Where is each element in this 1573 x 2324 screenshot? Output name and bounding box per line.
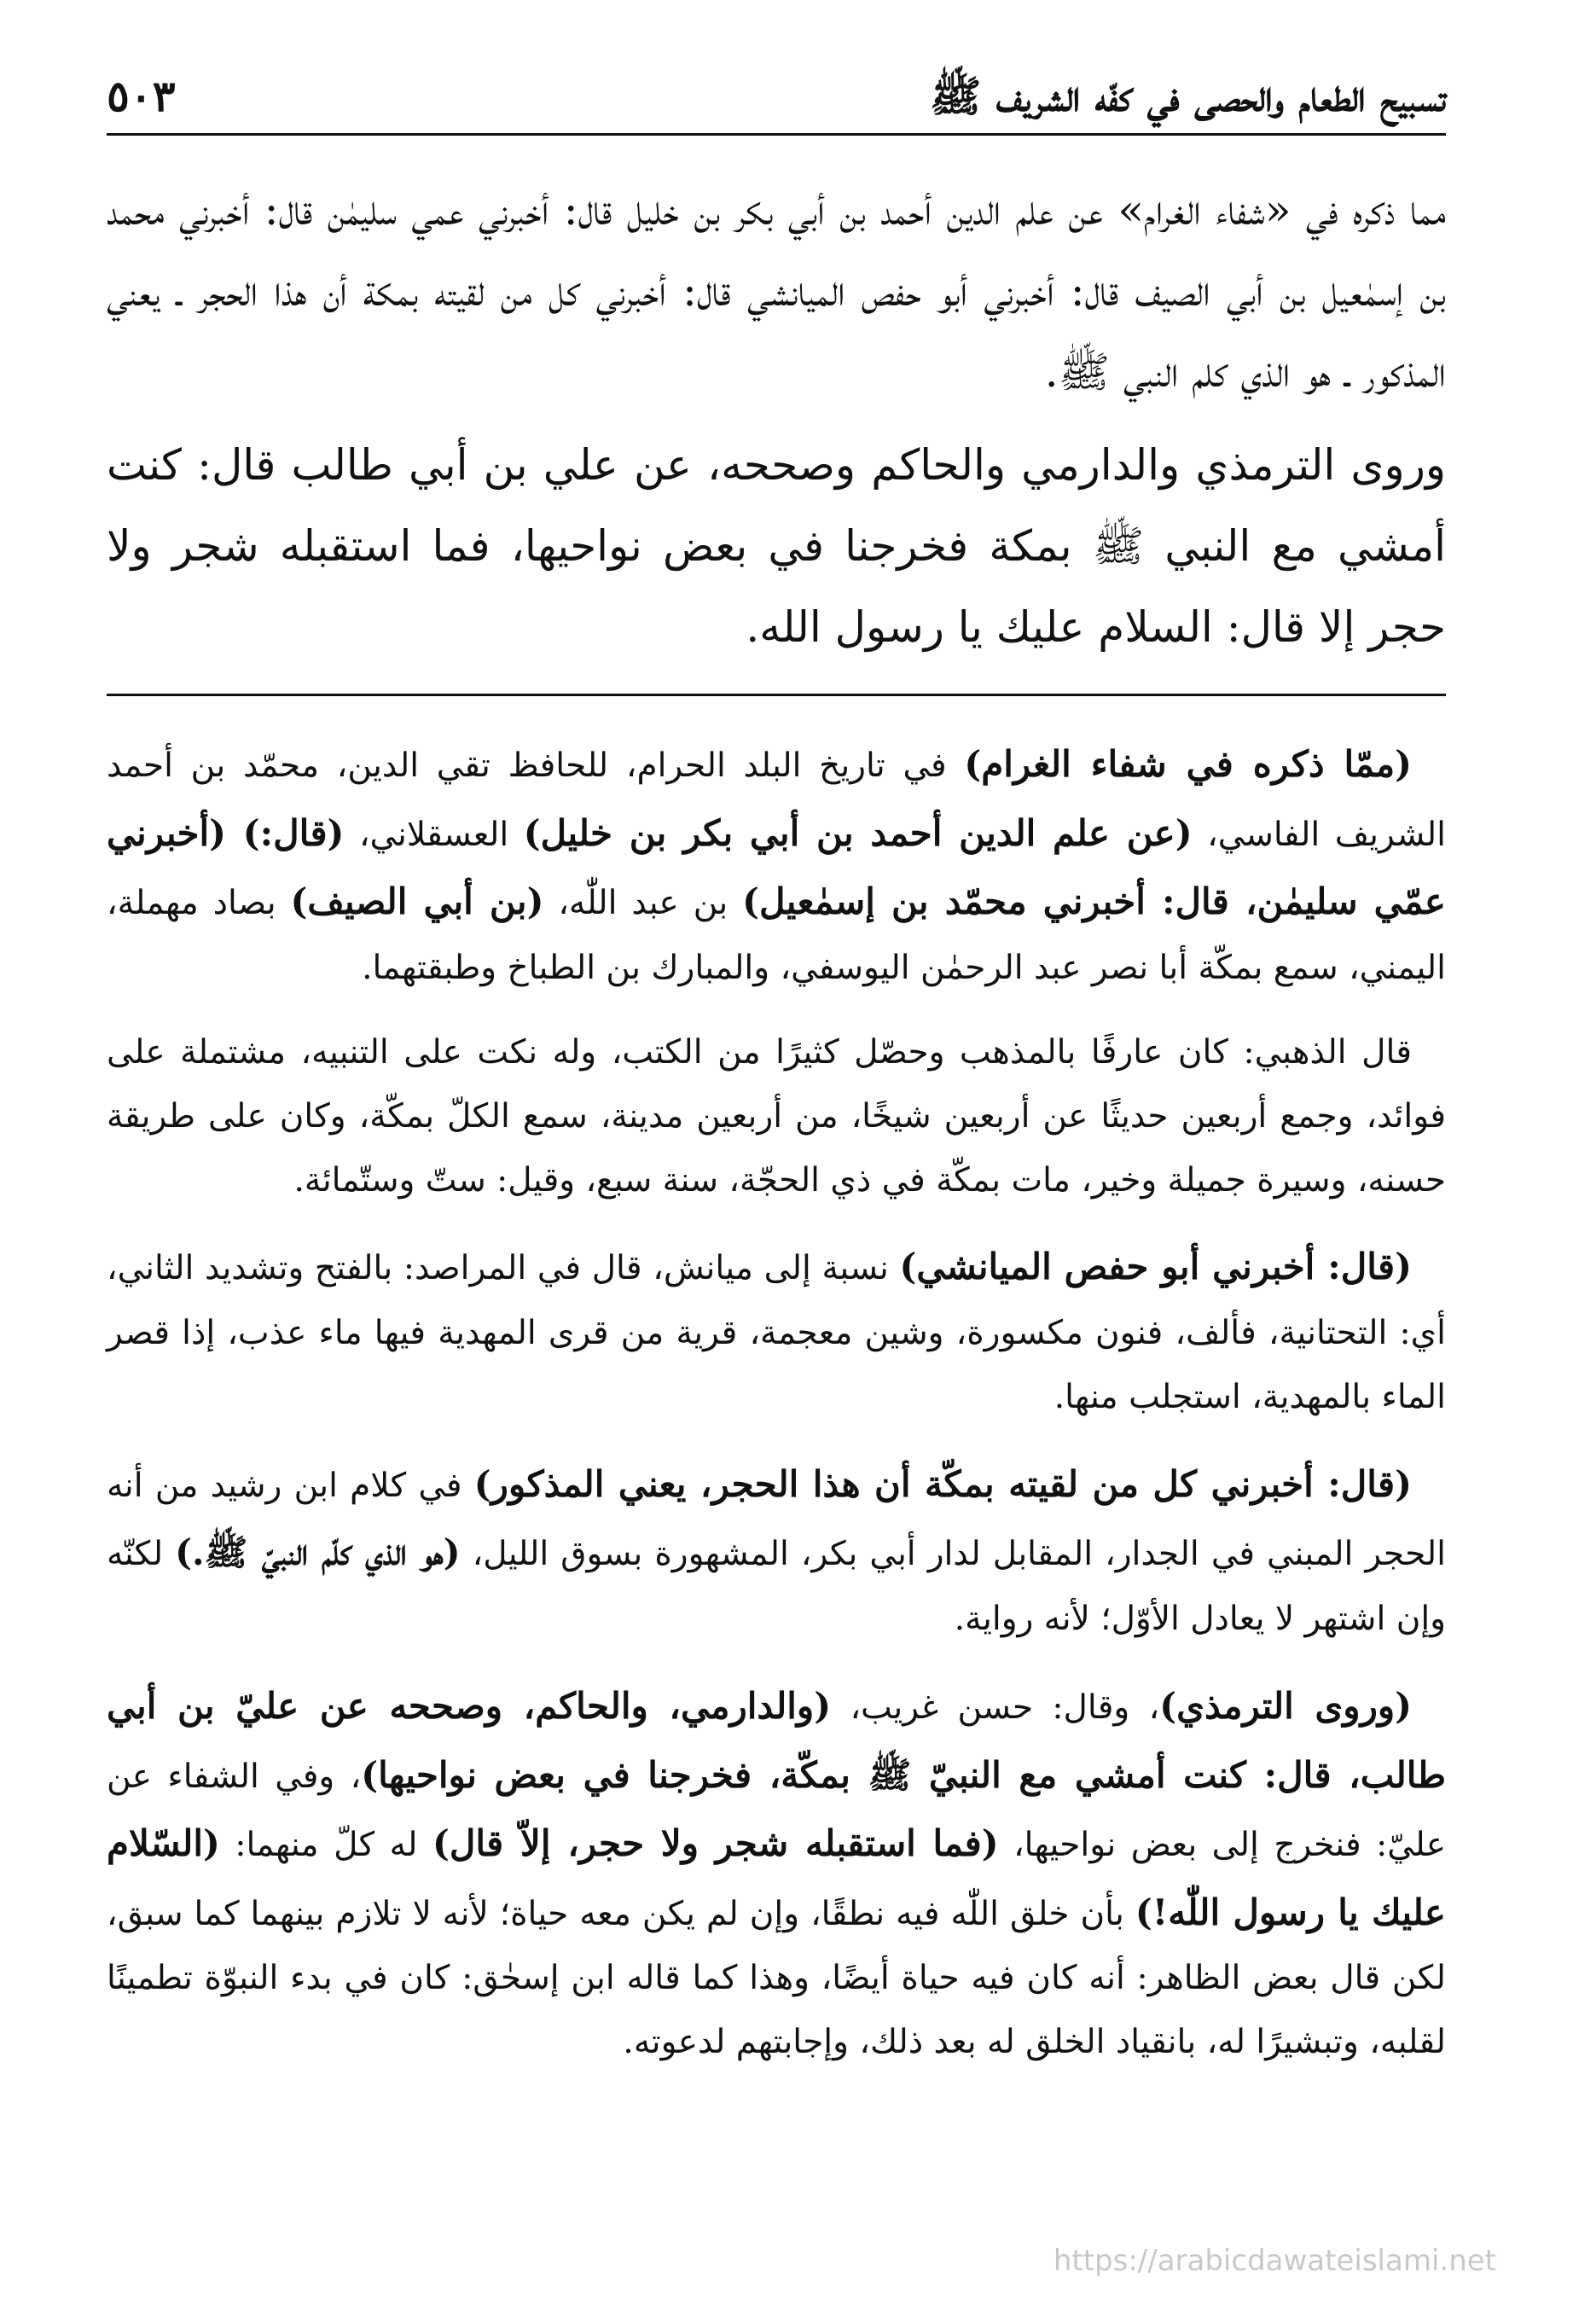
quoted-text: (ممّا ذكره في شفاء الغرام) <box>964 743 1412 785</box>
quoted-text: (قال: أخبرني كل من لقيته بمكّة أن هذا الحجر، يعني المذكور) <box>473 1462 1412 1505</box>
commentary-text: بن عبد اللّٰه، <box>543 884 743 923</box>
commentary-text: له كلّ منهما: <box>219 1826 432 1865</box>
commentary-paragraph-3 <box>107 1233 1446 1429</box>
quoted-text: (عن علم الدين أحمد بن أبي بكر بن خليل) <box>523 811 1193 854</box>
watermark-url: https://arabicdawateislami.net <box>1053 2244 1496 2278</box>
main-text <box>107 170 1446 668</box>
commentary-text: العسقلاني، <box>344 815 524 854</box>
commentary-paragraph-5 <box>107 1672 1446 2075</box>
footnote-divider <box>107 694 1446 696</box>
commentary-text: في تاريخ البلد الحرام، للحافظ تقي الدين، محمّد بن أحمد الشريف الفاسي، <box>107 747 1446 854</box>
main-paragraph-2: وروى الترمذي والدارمي والحاكم وصححه، عن علي بن أبي طالب قال: كنت أمشي مع النبي ﷺ بمكة فخرجنا في بعض نواحيها، فما استقبله شجر ولا حجر إلا قال: السلام عليك يا رسول الله. <box>107 440 1446 652</box>
quoted-text: (هو الذي كلّم النبيّ ﷺ.) <box>175 1531 461 1574</box>
commentary-paragraph-4 <box>107 1450 1446 1652</box>
quoted-text: (قال: أخبرني أبو حفص الميانشي) <box>899 1246 1412 1288</box>
commentary-paragraph-1 <box>107 730 1446 1001</box>
commentary-text: بأن خلق اللّٰه فيه نطقًا، وإن لم يكن معه حياة؛ لأنه لا تلازم بينهما كما سبق، لكن قال بعض الظاهر: أنه كان فيه حياة أيضًا، وهذا كما قاله ابن إسحٰق: كان في بدء النبوّة تطمينًا لقلبه، وتبشيرًا له، بانقياد الخلق له بعد ذلك، وإجابتهم لدعوته. <box>107 1894 1446 2062</box>
quoted-text: (قال:) (أخبرني عمّي سليمٰن، قال: أخبرني محمّد بن إسمٰعيل) <box>107 811 1446 923</box>
main-paragraph-1: مما ذكره في «شفاء الغرام» عن علم الدين أحمد بن أبي بكر بن خليل قال: أخبرني عمي سليمٰن قال: أخبرني محمد بن إسمٰعيل بن أبي الصيف قال: أخبرني أبو حفص الميانشي قال: أخبرني كل من لقيته بمكة أن هذا الحجر ـ يعني المذكور ـ هو الذي كلم النبي ﷺ. <box>107 185 1446 397</box>
commentary-text: في كلام ابن رشيد من أنه الحجر المبني في الجدار، المقابل لدار أبي بكر، المشهورة بسوق الليل، <box>107 1466 1446 1574</box>
page-header <box>107 73 1446 136</box>
quoted-text: (والدارمي، والحاكم، وصححه عن عليّ بن أبي طالب، قال: كنت أمشي مع النبيّ ﷺ بمكّة، فخرجنا في بعض نواحيها) <box>107 1684 1446 1796</box>
commentary-text: لكنّه وإن اشتهر لا يعادل الأوّل؛ لأنه رواية. <box>107 1535 1446 1638</box>
running-title: تسبيح الطعام والحصى في كفّه الشريف ﷺ <box>929 71 1446 121</box>
commentary-text: ، وفي الشفاء عن عليّ: فنخرج إلى بعض نواحيها، <box>107 1757 1446 1865</box>
quoted-text: (السّلام عليك يا رسول اللّٰه!) <box>107 1822 1446 1933</box>
quoted-text: (وروى الترمذي) <box>1159 1684 1413 1727</box>
quoted-text: (بن أبي الصيف) <box>290 880 544 923</box>
page-number: ٥٠٣ <box>107 71 176 121</box>
commentary-text: ، وقال: حسن غريب، <box>831 1688 1160 1727</box>
commentary-text: بصاد مهملة، اليمني، سمع بمكّة أبا نصر عبد الرحمٰن اليوسفي، والمبارك بن الطباخ وطبقتهما. <box>107 884 1446 987</box>
book-page <box>107 73 1446 2095</box>
commentary <box>107 730 1446 2075</box>
quoted-text: (فما استقبله شجر ولا حجر، إلاّ قال) <box>432 1822 999 1865</box>
commentary-paragraph-2: قال الذهبي: كان عارفًا بالمذهب وحصّل كثيرًا من الكتب، وله نكت على التنبيه، مشتملة على فوائد، وجمع أربعين حديثًا عن أربعين شيخًا، من أربعين مدينة، سمع الكلّ بمكّة، وكان على طريقة حسنه، وسيرة جميلة وخير، مات بمكّة في ذي الحجّة، سنة سبع، وقيل: ستّ وستّمائة. <box>107 1032 1446 1200</box>
commentary-text: نسبة إلى ميانش، قال في المراصد: بالفتح وتشديد الثاني، أي: التحتانية، فألف، فنون مكسورة، وشين معجمة، قرية من قرى المهدية فيها ماء عذب، إذا قصر الماء بالمهدية، استجلب منها. <box>107 1249 1446 1416</box>
